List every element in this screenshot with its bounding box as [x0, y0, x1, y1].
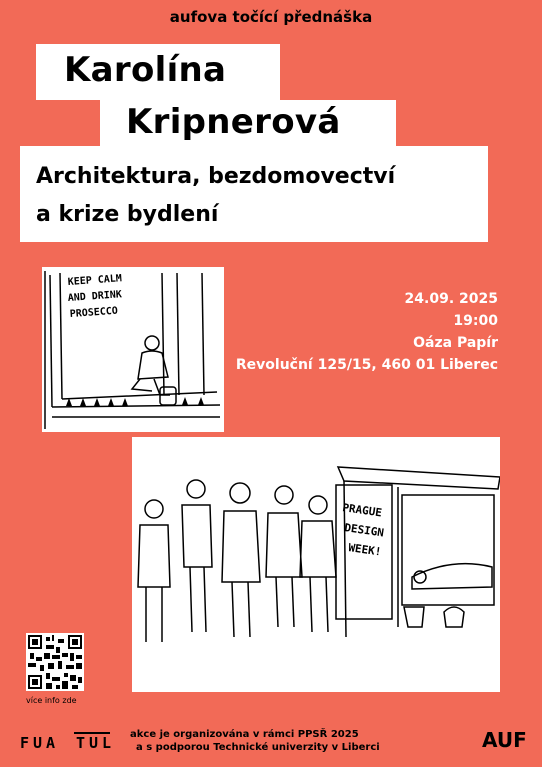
talk-title-box-1 — [20, 146, 488, 196]
fua-logo: FUA — [20, 734, 60, 752]
window-sign-line3: PROSECCO — [69, 305, 119, 320]
talk-title-line2: a krize bydlení — [36, 202, 219, 227]
speaker-first-name: Karolína — [64, 50, 227, 90]
qr-code-image — [26, 633, 84, 691]
event-date: 24.09. 2025 — [404, 291, 498, 307]
qr-code[interactable] — [26, 633, 84, 691]
event-address: Revoluční 125/15, 460 01 Liberec — [235, 357, 498, 373]
speaker-last-name: Kripnerová — [126, 102, 341, 142]
footer-note-line2: a s podporou Technické univerzity v Liberci — [136, 742, 380, 753]
window-sign-line2: AND DRINK — [67, 289, 123, 304]
window-sign-line1: KEEP CALM — [67, 273, 123, 288]
bus-stop-drawing — [132, 437, 500, 692]
tul-logo-text: TUL — [76, 734, 116, 752]
window-drawing — [42, 267, 224, 432]
series-title: aufova točící přednáška — [169, 8, 373, 26]
bus-stop-sign-line1: PRAGUE — [341, 501, 383, 520]
event-info — [236, 288, 498, 376]
qr-label: více info zde — [26, 696, 77, 705]
tul-logo — [76, 734, 115, 752]
speaker-first-box — [36, 44, 280, 100]
bus-stop-illustration — [132, 437, 500, 692]
talk-title-box-2 — [20, 196, 488, 242]
bus-stop-sign-line3: WEEK! — [347, 541, 383, 559]
event-venue: Oáza Papír — [413, 335, 498, 351]
bus-stop-sign-line2: DESIGN — [343, 521, 385, 540]
window-illustration — [42, 267, 224, 432]
tul-logo-bar — [74, 732, 110, 734]
talk-title-line1: Architektura, bezdomovectví — [36, 164, 396, 189]
footer-note — [130, 728, 380, 754]
auf-logo: AUF — [482, 728, 527, 752]
event-time: 19:00 — [453, 313, 498, 329]
speaker-last-box — [100, 100, 396, 150]
footer-note-line1: akce je organizována v rámci PPSŘ 2025 — [130, 729, 359, 740]
